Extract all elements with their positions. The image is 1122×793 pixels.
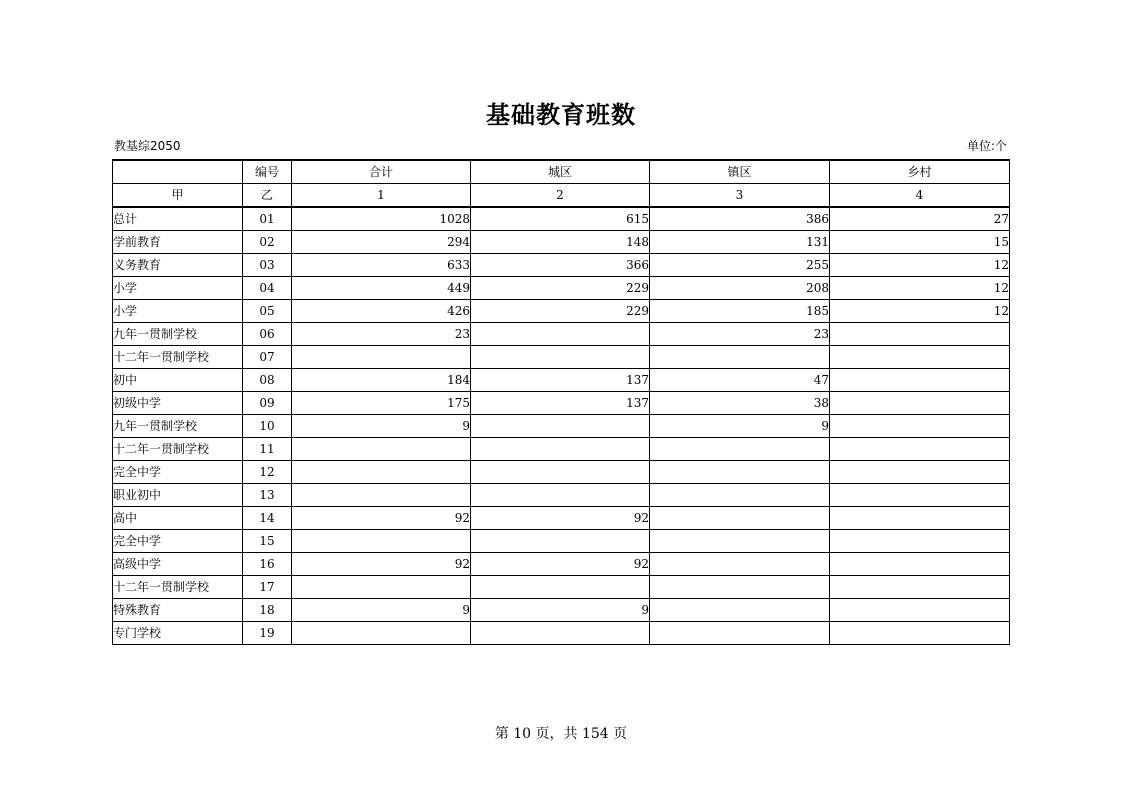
- row-town-cell: 38: [650, 392, 830, 415]
- row-town-cell: 208: [650, 277, 830, 300]
- table-row: [113, 507, 1010, 530]
- row-code-cell: 14: [243, 507, 292, 530]
- row-urban-cell: 366: [471, 254, 650, 277]
- header-cell-town: 镇区: [650, 160, 830, 184]
- row-town-cell: 47: [650, 369, 830, 392]
- row-total-cell: [292, 576, 471, 599]
- row-town-cell: 9: [650, 415, 830, 438]
- table-row: [113, 392, 1010, 415]
- row-code-cell: 15: [243, 530, 292, 553]
- row-urban-cell: 148: [471, 231, 650, 254]
- row-rural-cell: [830, 461, 1010, 484]
- table-row: [113, 484, 1010, 507]
- row-town-cell: [650, 438, 830, 461]
- header-cell-total: 合计: [292, 160, 471, 184]
- row-name-cell: 十二年一贯制学校: [113, 438, 243, 461]
- index-cell-code: 乙: [243, 184, 292, 208]
- table-row: [113, 300, 1010, 323]
- row-name-cell: 小学: [113, 277, 243, 300]
- row-urban-cell: [471, 438, 650, 461]
- table-row: [113, 277, 1010, 300]
- row-town-cell: [650, 507, 830, 530]
- row-code-cell: 06: [243, 323, 292, 346]
- row-urban-cell: [471, 622, 650, 645]
- row-town-cell: 255: [650, 254, 830, 277]
- row-total-cell: 9: [292, 599, 471, 622]
- row-name-cell: 九年一贯制学校: [113, 415, 243, 438]
- row-code-cell: 08: [243, 369, 292, 392]
- row-name-cell: 十二年一贯制学校: [113, 576, 243, 599]
- row-town-cell: 185: [650, 300, 830, 323]
- row-total-cell: [292, 484, 471, 507]
- row-total-cell: [292, 346, 471, 369]
- row-town-cell: [650, 461, 830, 484]
- row-town-cell: [650, 530, 830, 553]
- header-row: [113, 160, 1010, 184]
- row-urban-cell: 92: [471, 507, 650, 530]
- row-total-cell: 1028: [292, 207, 471, 231]
- index-row: [113, 184, 1010, 208]
- row-town-cell: [650, 484, 830, 507]
- row-name-cell: 职业初中: [113, 484, 243, 507]
- row-town-cell: [650, 346, 830, 369]
- row-rural-cell: 12: [830, 254, 1010, 277]
- row-rural-cell: 15: [830, 231, 1010, 254]
- row-urban-cell: [471, 323, 650, 346]
- table-row: [113, 553, 1010, 576]
- row-total-cell: [292, 530, 471, 553]
- row-name-cell: 义务教育: [113, 254, 243, 277]
- row-total-cell: 633: [292, 254, 471, 277]
- row-total-cell: [292, 622, 471, 645]
- table-row: [113, 438, 1010, 461]
- row-code-cell: 10: [243, 415, 292, 438]
- row-town-cell: 23: [650, 323, 830, 346]
- row-code-cell: 18: [243, 599, 292, 622]
- row-rural-cell: 12: [830, 277, 1010, 300]
- row-name-cell: 初中: [113, 369, 243, 392]
- row-urban-cell: 137: [471, 369, 650, 392]
- row-name-cell: 总计: [113, 207, 243, 231]
- index-cell-urban: 2: [471, 184, 650, 208]
- row-name-cell: 专门学校: [113, 622, 243, 645]
- row-total-cell: [292, 438, 471, 461]
- row-urban-cell: 9: [471, 599, 650, 622]
- row-name-cell: 高中: [113, 507, 243, 530]
- row-code-cell: 16: [243, 553, 292, 576]
- index-cell-town: 3: [650, 184, 830, 208]
- row-rural-cell: [830, 484, 1010, 507]
- row-code-cell: 09: [243, 392, 292, 415]
- row-name-cell: 特殊教育: [113, 599, 243, 622]
- row-total-cell: 175: [292, 392, 471, 415]
- row-rural-cell: [830, 553, 1010, 576]
- table-row: [113, 461, 1010, 484]
- row-urban-cell: 229: [471, 277, 650, 300]
- unit-label: 单位:个: [966, 139, 1007, 153]
- row-total-cell: 23: [292, 323, 471, 346]
- row-town-cell: [650, 599, 830, 622]
- row-town-cell: [650, 622, 830, 645]
- table-row: [113, 576, 1010, 599]
- row-code-cell: 04: [243, 277, 292, 300]
- row-urban-cell: 137: [471, 392, 650, 415]
- row-name-cell: 高级中学: [113, 553, 243, 576]
- row-rural-cell: [830, 530, 1010, 553]
- row-rural-cell: [830, 576, 1010, 599]
- row-code-cell: 11: [243, 438, 292, 461]
- header-cell-rural: 乡村: [830, 160, 1010, 184]
- table-row: [113, 346, 1010, 369]
- row-urban-cell: [471, 576, 650, 599]
- row-total-cell: 92: [292, 553, 471, 576]
- row-total-cell: 184: [292, 369, 471, 392]
- header-cell-name: [113, 160, 243, 184]
- row-town-cell: 131: [650, 231, 830, 254]
- data-table: [112, 159, 1010, 645]
- row-total-cell: 294: [292, 231, 471, 254]
- header-cell-code: 编号: [243, 160, 292, 184]
- row-code-cell: 12: [243, 461, 292, 484]
- table-row: [113, 530, 1010, 553]
- row-town-cell: [650, 553, 830, 576]
- table-row: [113, 323, 1010, 346]
- row-name-cell: 学前教育: [113, 231, 243, 254]
- row-rural-cell: [830, 415, 1010, 438]
- form-code: 教基综2050: [114, 139, 181, 153]
- row-town-cell: [650, 576, 830, 599]
- row-rural-cell: [830, 599, 1010, 622]
- table-row: [113, 599, 1010, 622]
- row-urban-cell: [471, 461, 650, 484]
- row-urban-cell: [471, 346, 650, 369]
- row-urban-cell: 615: [471, 207, 650, 231]
- row-urban-cell: [471, 484, 650, 507]
- index-cell-total: 1: [292, 184, 471, 208]
- row-rural-cell: [830, 346, 1010, 369]
- row-total-cell: 9: [292, 415, 471, 438]
- row-code-cell: 02: [243, 231, 292, 254]
- row-rural-cell: [830, 392, 1010, 415]
- index-cell-rural: 4: [830, 184, 1010, 208]
- index-cell-name: 甲: [113, 184, 243, 208]
- row-name-cell: 完全中学: [113, 461, 243, 484]
- row-urban-cell: 92: [471, 553, 650, 576]
- row-code-cell: 03: [243, 254, 292, 277]
- row-rural-cell: [830, 369, 1010, 392]
- row-code-cell: 13: [243, 484, 292, 507]
- row-urban-cell: [471, 415, 650, 438]
- row-rural-cell: 27: [830, 207, 1010, 231]
- row-total-cell: 426: [292, 300, 471, 323]
- header-cell-urban: 城区: [471, 160, 650, 184]
- table-row: [113, 622, 1010, 645]
- row-name-cell: 完全中学: [113, 530, 243, 553]
- row-code-cell: 19: [243, 622, 292, 645]
- row-urban-cell: 229: [471, 300, 650, 323]
- row-urban-cell: [471, 530, 650, 553]
- row-rural-cell: [830, 507, 1010, 530]
- row-name-cell: 初级中学: [113, 392, 243, 415]
- table-row: [113, 231, 1010, 254]
- row-name-cell: 十二年一贯制学校: [113, 346, 243, 369]
- row-code-cell: 05: [243, 300, 292, 323]
- row-code-cell: 17: [243, 576, 292, 599]
- row-rural-cell: 12: [830, 300, 1010, 323]
- table-row: [113, 415, 1010, 438]
- row-total-cell: 92: [292, 507, 471, 530]
- page-title: 基础教育班数: [486, 101, 636, 129]
- row-rural-cell: [830, 323, 1010, 346]
- row-rural-cell: [830, 438, 1010, 461]
- page-footer: 第 10 页，共 154 页: [494, 726, 628, 742]
- table-row: [113, 254, 1010, 277]
- row-rural-cell: [830, 622, 1010, 645]
- table-row: [113, 369, 1010, 392]
- row-code-cell: 07: [243, 346, 292, 369]
- row-name-cell: 九年一贯制学校: [113, 323, 243, 346]
- row-code-cell: 01: [243, 207, 292, 231]
- row-name-cell: 小学: [113, 300, 243, 323]
- row-total-cell: [292, 461, 471, 484]
- table-row: [113, 207, 1010, 231]
- row-total-cell: 449: [292, 277, 471, 300]
- row-town-cell: 386: [650, 207, 830, 231]
